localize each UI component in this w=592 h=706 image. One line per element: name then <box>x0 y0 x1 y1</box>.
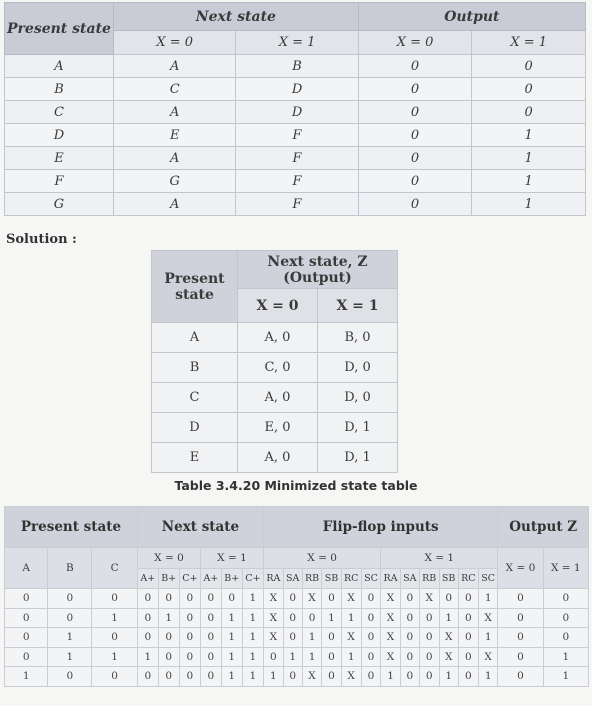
table-cell: A, 0 <box>238 383 318 413</box>
table-cell: 0 <box>137 628 158 648</box>
table-cell: E <box>5 147 114 170</box>
table-cell: 1 <box>221 608 242 628</box>
table-cell: 0 <box>322 628 341 648</box>
table-cell: 1 <box>543 667 588 687</box>
table-cell: X <box>439 647 458 667</box>
next-state-header: Next state <box>137 507 263 548</box>
minimized-state-table <box>151 250 398 473</box>
sub-header: X = 0 <box>238 289 318 323</box>
table-cell: 0 <box>458 608 478 628</box>
table-cell: 0 <box>92 667 138 687</box>
table-cell: B, 0 <box>317 323 397 353</box>
table-cell: 1 <box>478 667 497 687</box>
table-cell: D <box>236 101 358 124</box>
table-cell: 1 <box>158 608 179 628</box>
next-state-header: Next state <box>114 3 359 31</box>
table-cell: 0 <box>322 667 341 687</box>
table-cell: 0 <box>400 628 419 648</box>
table-cell: 0 <box>472 55 586 78</box>
sub-header: X = 1 <box>317 289 397 323</box>
table-cell: 0 <box>179 647 200 667</box>
table-cell: C <box>152 383 238 413</box>
table-cell: X <box>341 667 361 687</box>
table-cell: D <box>152 413 238 443</box>
table-row <box>5 124 586 147</box>
table-row <box>5 147 586 170</box>
table-cell: 0 <box>361 589 380 609</box>
table-cell: 0 <box>361 608 380 628</box>
table-cell: 0 <box>92 628 138 648</box>
table-row <box>5 55 586 78</box>
sub-header: X = 0 <box>114 31 236 55</box>
table-cell: C <box>114 78 236 101</box>
table-cell: 0 <box>419 647 439 667</box>
table-row <box>5 101 586 124</box>
table-cell: 0 <box>322 589 341 609</box>
table-cell: A <box>114 193 236 216</box>
table-cell: A <box>152 323 238 353</box>
table-cell: 0 <box>283 589 302 609</box>
table-row <box>5 589 589 609</box>
table-cell: 1 <box>472 170 586 193</box>
table-cell: 0 <box>498 608 543 628</box>
next-state-output-header: Next state, Z (Output) <box>238 251 398 289</box>
table-cell: 1 <box>439 667 458 687</box>
table-cell: 0 <box>48 667 92 687</box>
table-cell: 0 <box>200 608 221 628</box>
sub-header: X = 1 <box>236 31 358 55</box>
column-header: RB <box>302 569 322 589</box>
table-cell: 0 <box>179 589 200 609</box>
state-table <box>4 2 586 216</box>
table-cell: 0 <box>322 647 341 667</box>
table-cell: G <box>5 193 114 216</box>
table-cell: 1 <box>472 124 586 147</box>
table-cell: 0 <box>48 608 92 628</box>
table-cell: 1 <box>302 647 322 667</box>
table-cell: 1 <box>242 628 263 648</box>
table-row <box>152 323 398 353</box>
table-cell: 1 <box>242 667 263 687</box>
x1-header: X = 1 <box>381 548 498 569</box>
table-cell: 0 <box>419 667 439 687</box>
table-cell: 1 <box>472 193 586 216</box>
column-header: RA <box>381 569 401 589</box>
table-cell: 0 <box>361 647 380 667</box>
table-cell: E <box>114 124 236 147</box>
table-cell: F <box>236 147 358 170</box>
table-cell: 1 <box>92 647 138 667</box>
table-cell: X <box>341 589 361 609</box>
x1-header: X = 1 <box>200 548 263 569</box>
table-cell: C <box>5 101 114 124</box>
table-cell: 0 <box>458 589 478 609</box>
output-header: Output <box>358 3 585 31</box>
flip-flop-table <box>4 506 589 687</box>
table-cell: 0 <box>472 101 586 124</box>
table-cell: 1 <box>439 608 458 628</box>
x1-header: X = 1 <box>543 548 588 589</box>
table-cell: 0 <box>283 667 302 687</box>
table-cell: 1 <box>242 608 263 628</box>
table-cell: A <box>114 147 236 170</box>
table-cell: 1 <box>242 589 263 609</box>
table-cell: 0 <box>158 647 179 667</box>
table-cell: 0 <box>458 628 478 648</box>
table-cell: 1 <box>472 147 586 170</box>
table-cell: 1 <box>48 647 92 667</box>
table-row <box>5 78 586 101</box>
column-header: RA <box>264 569 284 589</box>
table-cell: A, 0 <box>238 323 318 353</box>
table-cell: X <box>302 667 322 687</box>
table-cell: 0 <box>158 667 179 687</box>
table-cell: 0 <box>358 55 472 78</box>
table-cell: 0 <box>419 628 439 648</box>
table-cell: A <box>114 55 236 78</box>
table-cell: 1 <box>543 647 588 667</box>
table-cell: 0 <box>179 628 200 648</box>
table-cell: 0 <box>400 589 419 609</box>
table-cell: F <box>236 193 358 216</box>
table-cell: X <box>341 628 361 648</box>
table-cell: 0 <box>472 78 586 101</box>
table-cell: X <box>478 647 497 667</box>
column-header: SB <box>439 569 458 589</box>
table-cell: 0 <box>400 667 419 687</box>
table-cell: F <box>236 170 358 193</box>
column-header: C+ <box>179 569 200 589</box>
x0-header: X = 0 <box>137 548 200 569</box>
table-cell: 0 <box>543 608 588 628</box>
table-cell: 1 <box>478 628 497 648</box>
table-cell: X <box>439 628 458 648</box>
state-var-header: C <box>92 548 138 589</box>
table-cell: 1 <box>264 667 284 687</box>
table-cell: 1 <box>5 667 48 687</box>
table-cell: 0 <box>361 667 380 687</box>
state-var-header: A <box>5 548 48 589</box>
table-cell: 1 <box>302 628 322 648</box>
x0-header: X = 0 <box>264 548 381 569</box>
table-row <box>5 608 589 628</box>
table-cell: X <box>419 589 439 609</box>
table-cell: D, 1 <box>317 443 397 473</box>
table-cell: 0 <box>179 608 200 628</box>
table-cell: 0 <box>5 647 48 667</box>
table-cell: 0 <box>302 608 322 628</box>
table-cell: B <box>236 55 358 78</box>
table-cell: 0 <box>200 589 221 609</box>
table-cell: 0 <box>439 589 458 609</box>
column-header: SA <box>283 569 302 589</box>
table-cell: X <box>264 628 284 648</box>
table-cell: 0 <box>200 628 221 648</box>
table-cell: 1 <box>48 628 92 648</box>
table-cell: F <box>5 170 114 193</box>
table-cell: D <box>5 124 114 147</box>
table-cell: 0 <box>48 589 92 609</box>
table-cell: 1 <box>221 628 242 648</box>
column-header: RC <box>458 569 478 589</box>
table-cell: A <box>5 55 114 78</box>
table-cell: 1 <box>242 647 263 667</box>
table-cell: 0 <box>264 647 284 667</box>
column-header: B+ <box>221 569 242 589</box>
table-cell: 0 <box>358 78 472 101</box>
state-var-header: B <box>48 548 92 589</box>
table-cell: 1 <box>381 667 401 687</box>
table-cell: D <box>236 78 358 101</box>
table-cell: 0 <box>358 124 472 147</box>
table-row <box>152 413 398 443</box>
table-cell: X <box>381 589 401 609</box>
table-cell: 0 <box>358 147 472 170</box>
column-header: RB <box>419 569 439 589</box>
table-row <box>5 628 589 648</box>
table-cell: X <box>381 628 401 648</box>
table-row <box>5 170 586 193</box>
table-cell: X <box>264 589 284 609</box>
table-row <box>152 443 398 473</box>
table-cell: 0 <box>158 589 179 609</box>
column-header: A+ <box>200 569 221 589</box>
table-cell: 0 <box>5 628 48 648</box>
table-cell: 0 <box>358 193 472 216</box>
table-cell: 0 <box>358 101 472 124</box>
table-cell: X <box>478 608 497 628</box>
table-cell: G <box>114 170 236 193</box>
sub-header: X = 1 <box>472 31 586 55</box>
column-header: SB <box>322 569 341 589</box>
table-cell: 1 <box>283 647 302 667</box>
x0-header: X = 0 <box>498 548 543 589</box>
table-caption: Table 3.4.20 Minimized state table <box>174 478 418 493</box>
table-cell: 0 <box>498 667 543 687</box>
table-cell: 0 <box>458 647 478 667</box>
table-cell: D, 1 <box>317 413 397 443</box>
table-row <box>5 667 589 687</box>
present-state-header: Present state <box>5 3 114 55</box>
table-cell: 0 <box>400 647 419 667</box>
table-cell: 0 <box>5 589 48 609</box>
table-cell: 0 <box>361 628 380 648</box>
table-cell: C, 0 <box>238 353 318 383</box>
table-cell: 0 <box>179 667 200 687</box>
table-cell: 1 <box>221 647 242 667</box>
column-header: C+ <box>242 569 263 589</box>
table-cell: 0 <box>137 608 158 628</box>
table-cell: 0 <box>419 608 439 628</box>
table-row <box>5 647 589 667</box>
solution-label: Solution : <box>6 232 77 247</box>
table-cell: 0 <box>92 589 138 609</box>
column-header: SA <box>400 569 419 589</box>
present-state-header: Present state <box>5 507 138 548</box>
table-cell: 1 <box>341 647 361 667</box>
table-cell: X <box>302 589 322 609</box>
table-cell: B <box>152 353 238 383</box>
column-header: B+ <box>158 569 179 589</box>
table-cell: D, 0 <box>317 353 397 383</box>
table-cell: 0 <box>158 628 179 648</box>
table-cell: 0 <box>400 608 419 628</box>
table-cell: D, 0 <box>317 383 397 413</box>
table-cell: 1 <box>478 589 497 609</box>
table-cell: 0 <box>498 589 543 609</box>
table-cell: 0 <box>200 667 221 687</box>
table-cell: 0 <box>200 647 221 667</box>
table-cell: 1 <box>92 608 138 628</box>
table-cell: 1 <box>341 608 361 628</box>
table-row <box>5 193 586 216</box>
table-cell: X <box>381 647 401 667</box>
table-cell: A <box>114 101 236 124</box>
present-state-header: Present state <box>152 251 238 323</box>
table-row <box>152 353 398 383</box>
sub-header: X = 0 <box>358 31 472 55</box>
table-cell: E, 0 <box>238 413 318 443</box>
table-cell: 0 <box>543 628 588 648</box>
table-cell: 1 <box>221 667 242 687</box>
table-cell: 0 <box>137 667 158 687</box>
table-cell: F <box>236 124 358 147</box>
table-cell: 0 <box>543 589 588 609</box>
table-cell: A, 0 <box>238 443 318 473</box>
table-cell: E <box>152 443 238 473</box>
table-cell: X <box>264 608 284 628</box>
table-cell: B <box>5 78 114 101</box>
column-header: A+ <box>137 569 158 589</box>
table-cell: 0 <box>283 628 302 648</box>
column-header: SC <box>478 569 497 589</box>
table-cell: 1 <box>322 608 341 628</box>
flip-flop-inputs-header: Flip-flop inputs <box>264 507 498 548</box>
table-cell: 0 <box>221 589 242 609</box>
column-header: SC <box>361 569 380 589</box>
column-header: RC <box>341 569 361 589</box>
output-z-header: Output Z <box>498 507 589 548</box>
table-cell: 0 <box>137 589 158 609</box>
table-cell: 1 <box>137 647 158 667</box>
table-cell: 0 <box>458 667 478 687</box>
table-cell: 0 <box>498 647 543 667</box>
table-cell: 0 <box>358 170 472 193</box>
table-row <box>152 383 398 413</box>
table-cell: 0 <box>498 628 543 648</box>
table-cell: X <box>381 608 401 628</box>
table-cell: 0 <box>5 608 48 628</box>
table-cell: 0 <box>283 608 302 628</box>
